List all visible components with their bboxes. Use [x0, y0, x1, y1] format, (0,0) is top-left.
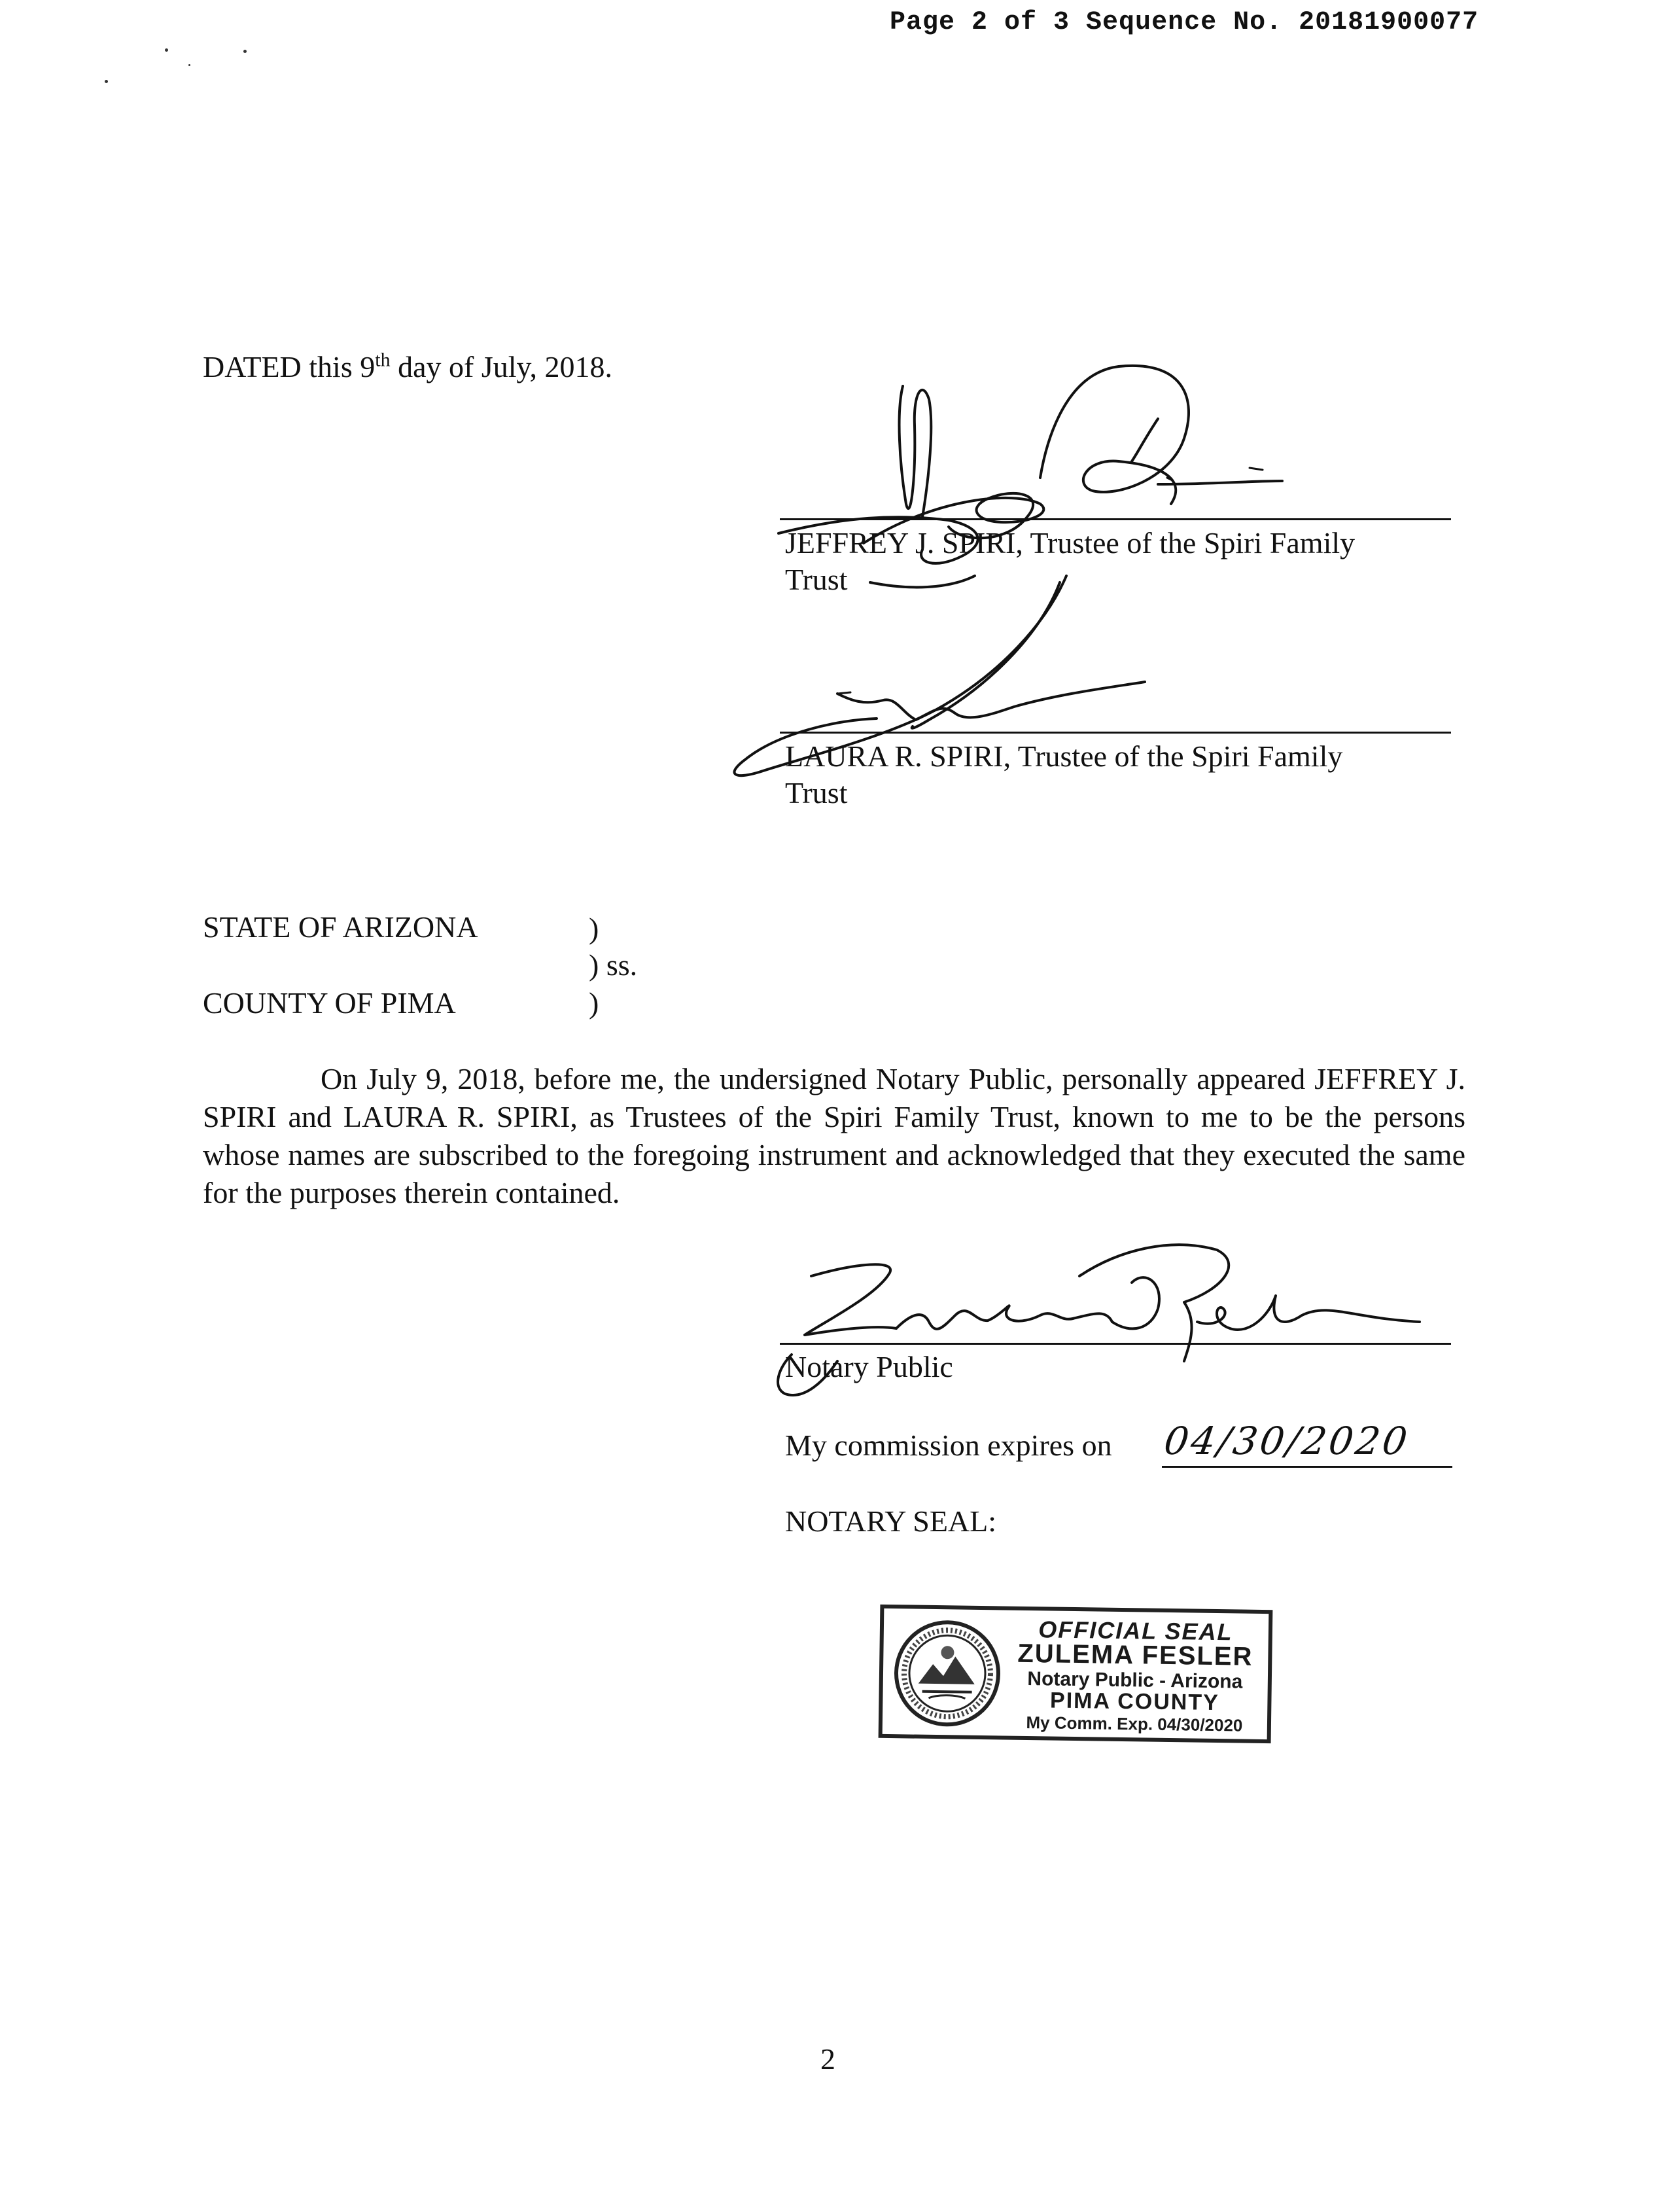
- venue-paren-open: ): [589, 912, 599, 945]
- official-seal-stamp: [879, 1605, 1273, 1743]
- commission-date-line: [1162, 1466, 1452, 1468]
- commission-date-handwritten: 04/30/2020: [1161, 1419, 1413, 1463]
- venue-paren-close: ): [589, 986, 599, 1020]
- acknowledgment-paragraph: On July 9, 2018, before me, the undersigned Notary Public, personally appeared JEFFREY J. SPIRI and LAURA R. SPIRI, as Trustees of the Spiri Family Trust, known to me to be the persons whose names are subscribed to the foregoing instrument and acknowledged that they executed the same for the purposes therein contained.: [203, 1062, 1465, 1209]
- signature-caption-laura: [785, 738, 1342, 811]
- signature-caption-jeffrey-line1: JEFFREY J. SPIRI, Trustee of the Spiri Family: [785, 526, 1356, 560]
- dated-line: [203, 348, 612, 386]
- seal-title: OFFICIAL SEAL: [1038, 1616, 1233, 1646]
- commission-expires-label: My commission expires on: [785, 1429, 1112, 1462]
- venue-paren-ss: ) ss.: [589, 948, 638, 982]
- dated-superscript: th: [375, 349, 391, 371]
- signature-caption-laura-line2: Trust: [785, 776, 848, 809]
- signature-notary: [765, 1237, 1452, 1427]
- seal-expiration: My Comm. Exp. 04/30/2020: [1026, 1712, 1243, 1735]
- page-number: 2: [820, 2042, 835, 2076]
- signature-line-laura: [780, 732, 1451, 734]
- venue-county: COUNTY OF PIMA: [203, 986, 456, 1020]
- signature-caption-laura-line1: LAURA R. SPIRI, Trustee of the Spiri Family: [785, 739, 1343, 773]
- venue-state: STATE OF ARIZONA: [203, 910, 478, 944]
- signature-line-jeffrey: [780, 518, 1451, 520]
- seal-notary-name: ZULEMA FESLER: [1017, 1639, 1253, 1671]
- notary-seal-label: NOTARY SEAL:: [785, 1504, 997, 1538]
- dated-suffix: day of July, 2018.: [390, 350, 613, 383]
- seal-county: PIMA COUNTY: [1049, 1688, 1220, 1716]
- signature-line-notary: [780, 1343, 1451, 1345]
- signature-caption-jeffrey-line2: Trust: [785, 563, 848, 596]
- seal-notary-role: Notary Public - Arizona: [1027, 1667, 1243, 1693]
- page-sequence-header: Page 2 of 3 Sequence No. 20181900077: [890, 8, 1479, 37]
- dated-prefix: DATED this 9: [203, 350, 376, 383]
- notary-public-label: Notary Public: [785, 1350, 953, 1383]
- arizona-state-seal-icon: [892, 1618, 1003, 1729]
